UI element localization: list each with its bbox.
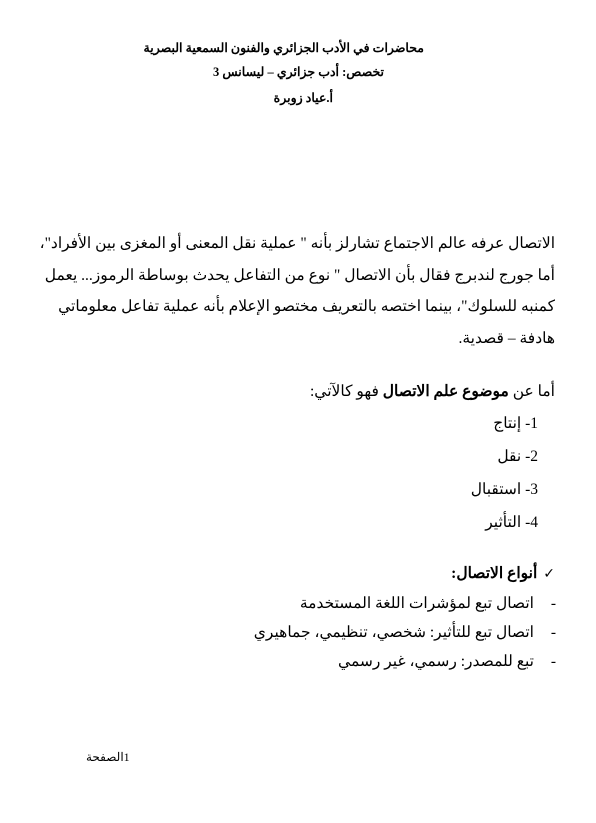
- topic-sentence: [310, 382, 555, 401]
- list-item-text: اتصال تبع للتأثير: شخصي، تنظيمي، جماهيري: [253, 624, 534, 641]
- list-item-text: تبع للمصدر: رسمي، غير رسمي: [338, 653, 534, 670]
- paragraph-line: هادفة – قصدية.: [458, 329, 555, 347]
- header-author: أ.عياد زوبرة: [273, 91, 333, 105]
- types-bullet-list: [254, 592, 556, 679]
- check-mark-icon: ✓: [543, 566, 555, 582]
- list-item: 1- إنتاج: [493, 415, 538, 432]
- topic-suffix: فهو كالآتي:: [310, 383, 379, 400]
- paragraph-line: الاتصال عرفه عالم الاجتماع تشارلز بأنه " عملية نقل المعنى أو المغزى بين الأفراد"،: [39, 235, 555, 252]
- list-item: [254, 592, 556, 621]
- paragraph-line: كمنبه للسلوك"، بينما اختصه بالتعريف مختصو الإعلام بأنه عملية تفاعل معلوماتي: [58, 298, 555, 315]
- header-specialization: تخصص: أدب جزائري – ليسانس 3: [212, 65, 384, 79]
- list-item: [254, 621, 556, 650]
- list-item: [254, 650, 556, 679]
- list-item: 3- استقبال: [470, 481, 538, 498]
- list-item: 2- نقل: [497, 448, 538, 465]
- list-item-text: اتصال تبع لمؤشرات اللغة المستخدمة: [299, 595, 534, 612]
- topic-numbered-list: [471, 412, 538, 544]
- paragraph-line: أما جورج لندبرج فقال بأن الاتصال " نوع من التفاعل يحدث بوساطة الرموز... يعمل: [44, 266, 555, 284]
- types-heading-text: أنواع الاتصال:: [451, 565, 538, 582]
- header-course-title: محاضرات في الأدب الجزائري والفنون السمعية البصرية: [143, 41, 424, 55]
- definition-paragraph: [37, 228, 555, 354]
- list-item: 4- التأثير: [485, 514, 538, 531]
- topic-bold-term: موضوع علم الاتصال: [382, 383, 509, 400]
- types-heading: [451, 564, 555, 583]
- dash-bullet: -: [550, 595, 556, 612]
- dash-bullet: -: [550, 624, 556, 641]
- page-number-footer: 1الصفحة: [86, 750, 130, 764]
- dash-bullet: -: [550, 653, 556, 670]
- topic-prefix: أما عن: [512, 383, 555, 400]
